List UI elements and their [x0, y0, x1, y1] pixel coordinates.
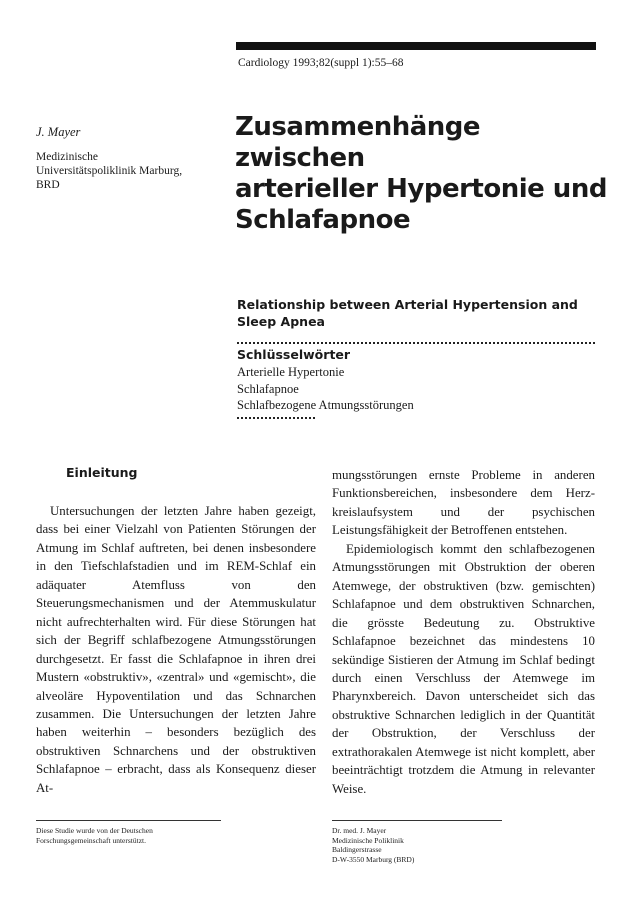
keywords-heading: Schlüsselwörter [237, 347, 351, 362]
address-line: Medizinische Poliklinik [332, 835, 404, 845]
address-line: Dr. med. J. Mayer [332, 826, 387, 835]
affiliation-line: Universitätspoliklinik Marburg, [36, 165, 183, 177]
body-column-right [332, 466, 595, 798]
footnote-line: Diese Studie wurde von der Deutschen [36, 826, 153, 835]
body-paragraph: mungsstörungen ernste Probleme in anderen Funktionsbereichen, insbesondere dem Herz-kreislaufsystem und der psychischen Leistungsfähigkeit der Betroffenen entstehen. [332, 468, 595, 538]
article-title: Zusammenhänge zwischen arterieller Hypertonie und Schlafapnoe [235, 112, 607, 235]
funding-footnote [36, 826, 296, 845]
footnote-rule [36, 820, 221, 821]
keyword-item: Schlafapnoe [237, 381, 299, 396]
affiliation-line: BRD [36, 179, 60, 191]
body-paragraph: Untersuchungen der letzten Jahre haben gezeigt, dass bei einer Vielzahl von Patienten Störungen der Atmung im Schlaf auftreten, bei denen insbesondere in den Tiefschlafstadien und im REM-Schlaf ein adäquater Atemfluss von den Steuerungsmechanismen und der Atemmuskulatur nicht aufrechterhalten wird. Für diese Störungen hat sich der Begriff schlafbezogene Atmungsstörungen durchgesetzt. Er fasst die Schlafapnoe in ihren drei Mustern «obstruktiv», «zentral» und «gemischt», die alveoläre Hypoventilation und das Schnarchen zusammen. Die Untersuchungen der letzten Jahre haben weiterhin – besonders bezüglich des obstruktiven Schnarchens und der obstruktiven Schlafapnoe – erbracht, dass als Konsequenz dieser At- [36, 504, 316, 795]
address-line: D-W-3550 Marburg (BRD) [332, 854, 415, 864]
header-rule [236, 42, 596, 50]
section-heading: Einleitung [66, 465, 138, 480]
dotted-divider-short [237, 417, 315, 419]
author-name: J. Mayer [36, 125, 81, 139]
footnote-rule [332, 820, 502, 821]
dotted-divider [237, 342, 595, 344]
body-paragraph: Epidemiologisch kommt den schlafbezogenen Atmungsstörungen mit Obstruktion der oberen Atemwege, der obstruktiven (bzw. gemischten) Schlafapnoe und dem obstruktiven Schnarchen, die grösste Bedeutung zu. Obstruktive Schlafapnoe bezeichnet das mindestens 10 sekündige Sistieren der Atmung im Schlaf bedingt durch einen Verschluss der Atemwege im Pharynxbereich. Davon unterscheidet sich das obstruktive Schnarchen lediglich in der Quantität der Obstruktion, der Verschluss der extrathorakalen Atemwege ist nicht komplett, aber beeinträchtigt trotzdem die Atmung in relevanter Weise. [332, 541, 595, 796]
journal-citation: Cardiology 1993;82(suppl 1):55–68 [238, 57, 404, 69]
author-affiliation [36, 150, 221, 192]
affiliation-line: Medizinische [36, 151, 98, 163]
body-column-left [36, 502, 316, 797]
correspondence-address [332, 826, 532, 864]
address-line: Baldingerstrasse [332, 845, 382, 854]
keyword-item: Arterielle Hypertonie [237, 365, 345, 379]
english-title: Relationship between Arterial Hypertension and Sleep Apnea [237, 297, 578, 329]
keyword-item: Schlafbezogene Atmungsstörungen [237, 398, 414, 412]
keywords-list [237, 364, 414, 414]
footnote-line: Forschungsgemeinschaft unterstützt. [36, 835, 146, 845]
